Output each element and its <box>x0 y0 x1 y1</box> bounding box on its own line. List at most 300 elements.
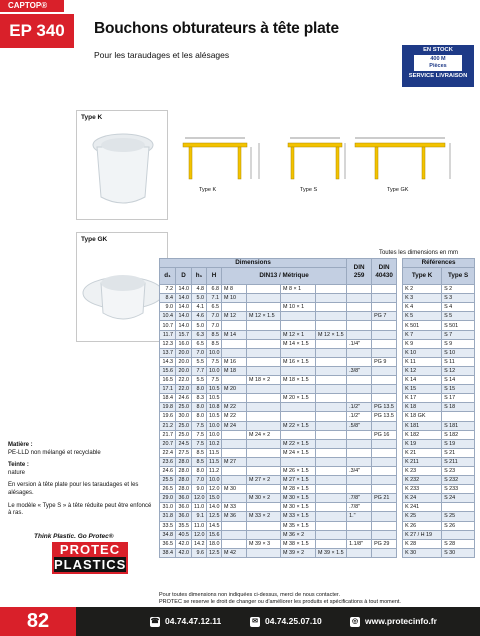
table-cell: 22.0 <box>176 385 192 394</box>
table-cell: S 233 <box>442 485 475 494</box>
table-cell <box>281 385 316 394</box>
table-cell: 34.8 <box>160 530 176 539</box>
logo-line-2: PLASTICS <box>54 557 127 572</box>
table-cell: 10.0 <box>207 366 222 375</box>
table-cell: 23.6 <box>160 457 176 466</box>
table-cell: K 181 <box>403 421 442 430</box>
table-cell <box>222 348 247 357</box>
table-cell: 24.6 <box>160 466 176 475</box>
table-cell <box>247 448 281 457</box>
table-cell: .3/4" <box>347 466 372 475</box>
table-cell: 15.0 <box>207 494 222 503</box>
table-cell <box>247 357 281 366</box>
table-cell: M 26 × 1.5 <box>281 466 316 475</box>
table-cell: S 3 <box>442 294 475 303</box>
footnote-line-1: Pour toutes dimensions non indiquées ci-dessus, merci de nous contacter. <box>159 592 340 598</box>
table-cell: M 27 × 2 <box>247 476 281 485</box>
table-cell: 8.5 <box>192 448 207 457</box>
table-cell: 8.0 <box>192 412 207 421</box>
table-cell: K 182 <box>403 430 442 439</box>
table-cell <box>372 503 397 512</box>
header-din259: DIN 259 <box>347 259 372 285</box>
table-cell <box>247 421 281 430</box>
table-cell: K 30 <box>403 548 442 557</box>
table-cell <box>247 457 281 466</box>
table-cell: M 24 × 2 <box>247 430 281 439</box>
table-cell: 11.0 <box>192 503 207 512</box>
website-link[interactable]: www.protecinfo.fr <box>365 616 437 626</box>
table-cell: S 5 <box>442 312 475 321</box>
table-cell: PG 13.5 <box>372 412 397 421</box>
table-cell <box>347 385 372 394</box>
table-cell <box>372 385 397 394</box>
table-cell: 7.5 <box>207 357 222 366</box>
table-cell: K 3 <box>403 294 442 303</box>
fax-contact <box>250 607 322 636</box>
table-cell <box>247 466 281 475</box>
table-cell <box>372 321 397 330</box>
table-cell: M 38 × 1.5 <box>281 539 316 548</box>
type-k-illustration <box>77 111 169 221</box>
table-cell: 10.8 <box>207 403 222 412</box>
table-cell <box>281 294 316 303</box>
table-cell <box>372 512 397 521</box>
profile-drawings <box>175 128 475 198</box>
table-cell: K 28 <box>403 539 442 548</box>
table-cell <box>222 303 247 312</box>
table-cell: 7.2 <box>160 285 176 294</box>
fax-icon: ✉ <box>250 617 260 627</box>
table-cell: K 11 <box>403 357 442 366</box>
table-cell: 12.0 <box>192 530 207 539</box>
table-cell <box>372 366 397 375</box>
table-cell <box>281 348 316 357</box>
table-cell: K 19 <box>403 439 442 448</box>
table-cell: K 233 <box>403 485 442 494</box>
table-cell: 25.5 <box>160 476 176 485</box>
table-cell: 12.5 <box>207 512 222 521</box>
product-code: EP 340 <box>0 14 74 48</box>
table-cell: M 24 <box>222 421 247 430</box>
table-cell <box>247 412 281 421</box>
table-cell: 14.0 <box>176 312 192 321</box>
table-cell <box>316 485 347 494</box>
table-cell: 16.5 <box>160 376 176 385</box>
table-cell: 6.3 <box>192 330 207 339</box>
table-cell: 4.1 <box>192 303 207 312</box>
table-cell: 9.1 <box>192 512 207 521</box>
table-cell: 24.5 <box>176 439 192 448</box>
footnote <box>159 592 401 606</box>
table-cell: K 17 <box>403 394 442 403</box>
table-row <box>160 521 475 530</box>
table-cell <box>347 348 372 357</box>
table-cell: M 22 <box>222 412 247 421</box>
table-cell: 21.7 <box>160 430 176 439</box>
table-cell: K 18 <box>403 403 442 412</box>
table-cell: 7.1 <box>207 294 222 303</box>
phone-number: 04.74.47.12.11 <box>165 616 222 626</box>
table-cell <box>222 376 247 385</box>
table-cell: 5.5 <box>192 376 207 385</box>
info-text-2: Le modèle « Type S » à tête réduite peut être enfoncé à ras. <box>8 502 152 517</box>
dimensions-table <box>159 258 475 558</box>
header-h1: h₁ <box>192 268 207 285</box>
table-cell <box>347 548 372 557</box>
table-cell <box>347 457 372 466</box>
table-cell: M 18 × 2 <box>247 376 281 385</box>
table-cell <box>316 448 347 457</box>
table-cell: 36.0 <box>176 512 192 521</box>
table-cell <box>222 339 247 348</box>
table-cell: K 23 <box>403 466 442 475</box>
table-cell <box>316 394 347 403</box>
stock-badge <box>402 45 474 87</box>
table-row <box>160 376 475 385</box>
header-dimensions: Dimensions <box>160 259 347 268</box>
table-cell: PG 21 <box>372 494 397 503</box>
table-cell: 22.0 <box>176 376 192 385</box>
table-cell: S 14 <box>442 376 475 385</box>
table-cell <box>372 521 397 530</box>
table-cell: 24.6 <box>176 394 192 403</box>
table-cell <box>372 476 397 485</box>
web-contact[interactable] <box>350 607 437 636</box>
table-cell <box>247 366 281 375</box>
table-cell: 11.5 <box>207 457 222 466</box>
table-cell <box>247 548 281 557</box>
table-cell <box>372 294 397 303</box>
table-cell <box>347 430 372 439</box>
table-cell <box>316 430 347 439</box>
table-row <box>160 512 475 521</box>
table-cell <box>281 321 316 330</box>
header-type-k: Type K <box>403 268 442 285</box>
table-cell: S 21 <box>442 448 475 457</box>
table-cell <box>247 294 281 303</box>
header-d1: d₁ <box>160 268 176 285</box>
table-cell <box>316 421 347 430</box>
stock-service: SERVICE LIVRAISON <box>408 73 468 79</box>
stock-count: 400 M <box>430 56 446 62</box>
table-cell <box>316 439 347 448</box>
table-cell: M 10 <box>222 294 247 303</box>
table-cell: 14.0 <box>176 303 192 312</box>
table-cell <box>442 412 475 421</box>
table-cell: 10.5 <box>207 394 222 403</box>
table-cell: M 27 × 1.5 <box>281 476 316 485</box>
table-cell <box>316 366 347 375</box>
table-cell <box>281 412 316 421</box>
table-cell: .5/8" <box>347 421 372 430</box>
table-cell <box>316 348 347 357</box>
header-din13: DIN13 / Métrique <box>222 268 347 285</box>
table-cell: S 19 <box>442 439 475 448</box>
drawing-k-label: Type K <box>199 187 217 193</box>
table-cell <box>247 330 281 339</box>
table-cell: M 12 × 1.5 <box>316 330 347 339</box>
table-cell <box>316 494 347 503</box>
table-cell <box>222 321 247 330</box>
table-cell: K 241 <box>403 503 442 512</box>
table-cell <box>222 394 247 403</box>
type-gk-illustration <box>77 233 169 343</box>
table-cell: 10.2 <box>207 439 222 448</box>
table-cell <box>247 385 281 394</box>
table-cell <box>347 476 372 485</box>
table-cell: M 33 × 1.5 <box>281 512 316 521</box>
table-cell <box>247 394 281 403</box>
table-cell: PG 16 <box>372 430 397 439</box>
table-cell: 15.7 <box>176 330 192 339</box>
technical-drawings <box>175 128 475 198</box>
table-cell: 19.6 <box>160 412 176 421</box>
table-cell: S 181 <box>442 421 475 430</box>
table-cell <box>281 403 316 412</box>
header-h: H <box>207 268 222 285</box>
table-cell <box>222 521 247 530</box>
table-cell <box>347 285 372 294</box>
table-cell: 28.0 <box>176 485 192 494</box>
table-cell: M 42 <box>222 548 247 557</box>
table-row <box>160 366 475 375</box>
table-cell: 36.0 <box>176 503 192 512</box>
table-cell: 7.5 <box>192 439 207 448</box>
table-row <box>160 439 475 448</box>
table-cell: M 20 <box>222 385 247 394</box>
table-cell: 1." <box>347 512 372 521</box>
table-cell: S 211 <box>442 457 475 466</box>
table-cell: 28.0 <box>176 466 192 475</box>
header-d: D <box>176 268 192 285</box>
table-cell: K 18 GK <box>403 412 442 421</box>
table-cell <box>316 285 347 294</box>
table-row <box>160 303 475 312</box>
table-cell <box>247 530 281 539</box>
table-row <box>160 539 475 548</box>
table-cell <box>347 330 372 339</box>
table-cell: 36.5 <box>160 539 176 548</box>
table-cell <box>222 448 247 457</box>
table-cell <box>316 521 347 530</box>
table-cell <box>281 457 316 466</box>
table-cell: M 30 × 2 <box>247 494 281 503</box>
table-cell: M 36 × 2 <box>281 530 316 539</box>
table-cell: S 501 <box>442 321 475 330</box>
globe-icon: ◎ <box>351 617 359 625</box>
dimension-note: Toutes les dimensions en mm <box>378 250 458 256</box>
table-cell: 10.0 <box>207 430 222 439</box>
table-cell: S 24 <box>442 494 475 503</box>
table-cell: S 15 <box>442 385 475 394</box>
table-cell: 36.0 <box>176 494 192 503</box>
type-k-label: Type K <box>81 114 103 121</box>
header-references: Références <box>403 259 475 268</box>
table-cell <box>347 312 372 321</box>
table-cell <box>347 530 372 539</box>
table-cell: 35.5 <box>176 521 192 530</box>
table-cell <box>347 448 372 457</box>
table-cell: K 7 <box>403 330 442 339</box>
table-cell: 8.0 <box>192 385 207 394</box>
table-cell: 7.7 <box>192 366 207 375</box>
table-cell: 5.5 <box>192 357 207 366</box>
table-cell: 38.4 <box>160 548 176 557</box>
table-row <box>160 466 475 475</box>
phone-contact <box>150 607 221 636</box>
table-cell: M 39 × 3 <box>247 539 281 548</box>
table-cell: 14.0 <box>176 285 192 294</box>
table-cell <box>222 476 247 485</box>
table-cell <box>247 285 281 294</box>
table-cell: S 25 <box>442 512 475 521</box>
table-cell: S 10 <box>442 348 475 357</box>
table-cell <box>316 512 347 521</box>
table-cell: S 12 <box>442 366 475 375</box>
table-cell <box>347 485 372 494</box>
table-cell <box>372 303 397 312</box>
table-cell <box>372 330 397 339</box>
table-cell <box>372 530 397 539</box>
table-cell <box>372 466 397 475</box>
table-cell <box>347 439 372 448</box>
table-row <box>160 548 475 557</box>
table-row <box>160 321 475 330</box>
table-cell <box>347 357 372 366</box>
table-cell: S 18 <box>442 403 475 412</box>
table-cell: S 2 <box>442 285 475 294</box>
table-cell: S 28 <box>442 539 475 548</box>
table-cell: M 8 × 1 <box>281 285 316 294</box>
drawing-gk-label: Type GK <box>387 187 409 193</box>
table-cell: 14.2 <box>192 539 207 548</box>
table-cell: 26.5 <box>160 485 176 494</box>
material-label: Matière : <box>8 442 33 448</box>
table-row <box>160 412 475 421</box>
table-cell: K 21 <box>403 448 442 457</box>
table-cell: PG 7 <box>372 312 397 321</box>
table-cell: 10.5 <box>207 385 222 394</box>
table-cell: .3/8" <box>347 366 372 375</box>
table-cell: M 27 <box>222 457 247 466</box>
table-cell <box>372 448 397 457</box>
table-cell <box>372 339 397 348</box>
table-cell: 6.8 <box>207 285 222 294</box>
table-cell <box>316 339 347 348</box>
table-cell <box>247 321 281 330</box>
table-row <box>160 503 475 512</box>
category-tab: CAPTOP® <box>0 0 64 12</box>
table-cell: 17.1 <box>160 385 176 394</box>
table-cell: 7.0 <box>207 321 222 330</box>
table-cell: M 22 × 1.5 <box>281 421 316 430</box>
protec-logo <box>52 542 128 574</box>
table-cell <box>372 394 397 403</box>
table-cell: S 26 <box>442 521 475 530</box>
table-cell: S 11 <box>442 357 475 366</box>
phone-icon: ☎ <box>150 617 160 625</box>
table-cell: .1/2" <box>347 412 372 421</box>
table-row <box>160 348 475 357</box>
table-cell: 14.0 <box>207 503 222 512</box>
table-cell: 30.0 <box>176 412 192 421</box>
table-cell: 7.5 <box>192 421 207 430</box>
table-cell <box>316 530 347 539</box>
table-cell: M 30 × 1.5 <box>281 494 316 503</box>
table-cell <box>316 476 347 485</box>
table-cell: 10.7 <box>160 321 176 330</box>
table-cell: PG 29 <box>372 539 397 548</box>
table-cell: M 22 × 1.5 <box>281 439 316 448</box>
table-cell: S 232 <box>442 476 475 485</box>
table-cell: S 30 <box>442 548 475 557</box>
table-cell: M 16 × 1.5 <box>281 357 316 366</box>
table-cell: 28.0 <box>176 476 192 485</box>
table-cell: K 10 <box>403 348 442 357</box>
table-cell: 25.0 <box>176 403 192 412</box>
table-cell <box>247 503 281 512</box>
table-cell: M 18 × 1.5 <box>281 376 316 385</box>
table-cell: M 14 <box>222 330 247 339</box>
table-cell <box>347 303 372 312</box>
table-cell: M 28 × 1.5 <box>281 485 316 494</box>
table-row <box>160 448 475 457</box>
table-cell: K 4 <box>403 303 442 312</box>
table-cell: S 4 <box>442 303 475 312</box>
table-cell: .1/4" <box>347 339 372 348</box>
table-cell: 8.5 <box>192 457 207 466</box>
table-cell <box>347 321 372 330</box>
table-cell: M 39 × 2 <box>281 548 316 557</box>
table-row <box>160 394 475 403</box>
header-type-s: Type S <box>442 268 475 285</box>
table-cell <box>347 394 372 403</box>
table-cell: 14.0 <box>176 321 192 330</box>
table-cell: 9.0 <box>192 485 207 494</box>
table-cell <box>222 539 247 548</box>
table-cell: M 22 <box>222 403 247 412</box>
table-row <box>160 357 475 366</box>
table-row <box>160 494 475 503</box>
table-cell: 11.5 <box>207 448 222 457</box>
table-cell: M 36 <box>222 512 247 521</box>
table-cell: K 232 <box>403 476 442 485</box>
table-cell: 5.0 <box>192 321 207 330</box>
table-cell: M 33 <box>222 503 247 512</box>
table-row <box>160 330 475 339</box>
table-cell <box>247 521 281 530</box>
table-cell <box>222 530 247 539</box>
product-info <box>8 442 156 518</box>
table-cell: 31.0 <box>160 503 176 512</box>
table-cell: K 25 <box>403 512 442 521</box>
table-cell: 31.8 <box>160 512 176 521</box>
table-cell: K 24 <box>403 494 442 503</box>
table-row <box>160 485 475 494</box>
table-cell: PG 13.5 <box>372 403 397 412</box>
table-cell: 8.5 <box>207 339 222 348</box>
table-row <box>160 530 475 539</box>
stock-count-box <box>414 55 462 71</box>
table-cell <box>316 357 347 366</box>
table-cell: 6.5 <box>192 339 207 348</box>
table-cell: K 9 <box>403 339 442 348</box>
table-cell <box>316 321 347 330</box>
table-cell: 40.5 <box>176 530 192 539</box>
table-cell: K 27 / H 19 <box>403 530 442 539</box>
table-cell <box>316 376 347 385</box>
table-cell: 14.3 <box>160 357 176 366</box>
